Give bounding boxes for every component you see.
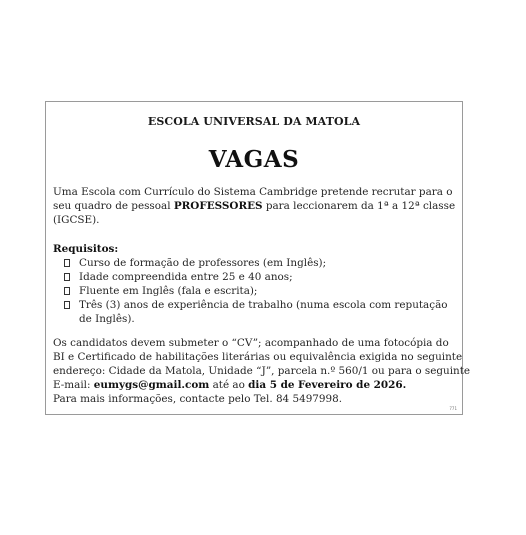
intro-text: para leccionarem da 1ª a 12ª classe bbox=[262, 200, 456, 212]
requirement-text: Três (3) anos de experiência de trabalho (numa escola com reputação de Inglês). bbox=[79, 299, 448, 325]
contact-line: Para mais informações, contacte pelo Tel. 84 5497998. bbox=[53, 393, 343, 405]
requirement-text: Idade compreendida entre 25 e 40 anos; bbox=[79, 271, 293, 283]
email-label: E-mail: bbox=[53, 379, 94, 391]
email-address: eumygs@gmail.com bbox=[93, 379, 210, 391]
job-advertisement bbox=[45, 101, 471, 415]
intro-text: seu quadro de pessoal bbox=[53, 200, 174, 212]
closing-line: BI e Certificado de habilitações literárias ou equivalência exigida no seguinte bbox=[53, 351, 463, 363]
ad-reference-number: 771 bbox=[449, 406, 457, 411]
deadline-date: dia 5 de Fevereiro de 2026. bbox=[248, 379, 407, 391]
intro-line: (IGCSE). bbox=[53, 214, 100, 226]
requirement-item bbox=[53, 284, 457, 298]
school-name: ESCOLA UNIVERSAL DA MATOLA bbox=[147, 115, 361, 128]
requirement-item bbox=[53, 270, 457, 284]
bullet-box-icon bbox=[64, 259, 70, 267]
closing-text: até ao bbox=[209, 379, 249, 391]
intro-line bbox=[53, 199, 457, 213]
application-instructions bbox=[53, 336, 471, 406]
position-title: PROFESSORES bbox=[173, 200, 263, 212]
requirement-text: Curso de formação de professores (em Inglês); bbox=[79, 257, 327, 269]
requirements-list bbox=[53, 256, 457, 326]
bullet-box-icon bbox=[64, 273, 70, 281]
bullet-box-icon bbox=[64, 301, 70, 309]
intro-paragraph bbox=[53, 185, 457, 227]
requirement-text: Fluente em Inglês (fala e escrita); bbox=[79, 285, 258, 297]
closing-line: endereço: Cidade da Matola, Unidade “J”, parcela n.º 560/1 ou para o seguinte bbox=[53, 365, 471, 377]
requirements-section bbox=[53, 242, 457, 326]
ad-title: VAGAS bbox=[208, 146, 300, 173]
closing-line bbox=[53, 378, 457, 392]
requirement-item bbox=[53, 256, 457, 270]
requirement-item bbox=[53, 298, 457, 326]
requirements-heading: Requisitos: bbox=[53, 243, 119, 255]
intro-line: Uma Escola com Currículo do Sistema Cambridge pretende recrutar para o bbox=[53, 186, 453, 198]
bullet-box-icon bbox=[64, 287, 70, 295]
closing-line: Os candidatos devem submeter o “CV”; acompanhado de uma fotocópia do bbox=[53, 337, 449, 349]
